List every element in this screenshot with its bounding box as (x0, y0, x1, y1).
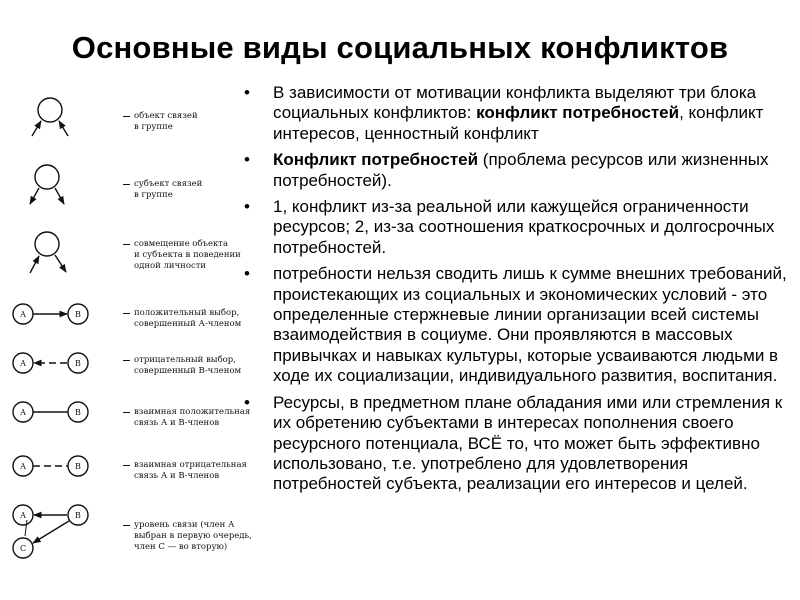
node-a-label: А (19, 408, 27, 417)
symbol-object (32, 98, 68, 136)
bullet-item: • В зависимости от мотивации конфликта выделяют три блока социальных конфликтов: конфликт потребностей, конфликт интересов, ценностный конфликт (244, 83, 764, 143)
legend-item: уровень связи (член А выбран в первую очередь, член С — во вторую) (134, 520, 252, 553)
bullet-item: • 1, конфликт из-за реальной или кажущейся ограниченности ресурсов; 2, из-за соотношения краткосрочных и долгосрочных потребностей. (244, 197, 775, 257)
bullet-list (244, 83, 796, 501)
sociogram-symbols (0, 85, 262, 595)
node-b-label: В (75, 408, 81, 417)
legend-item: совмещение объекта и субъекта в поведении одной личности (134, 239, 241, 272)
bullet-icon: • (244, 264, 250, 284)
bullet-icon: • (244, 150, 250, 170)
legend-item: положительный выбор, совершенный А-членом (134, 308, 241, 330)
bullet-item: • Ресурсы, в предметном плане обладания ими или стремления к их обретению субъектами в интересах пополнения своего ресурсного потенциала, ВСЁ то, что может быть эффективно использовано, т.е. употреблено для удовлетворения потребностей субъекта, реализации его интересов и целей. (244, 392, 783, 494)
bullet-item: • Конфликт потребностей (проблема ресурсов или жизненных потребностей). (244, 150, 769, 190)
node-b-label: В (75, 359, 81, 368)
node-b-label: В (75, 310, 81, 319)
node-c-label: С (19, 544, 27, 553)
symbol-subject (30, 165, 64, 204)
bullet-item: • потребности нельзя сводить лишь к сумме внешних требований, проистекающих из социальных и экономических условий - это определенные стержневые линии организации всей системы взаимодействия в социуме. Они проявляются в массовых привычках и навыках культуры, которые усваиваются людьми в ходе их социализации, индивидуального развития, воспитания. (244, 264, 787, 386)
node-b-label: В (75, 462, 81, 471)
legend-item: объект связей в группе (134, 111, 198, 133)
node-a-label: А (19, 359, 27, 368)
bullet-icon: • (244, 392, 250, 412)
node-a-label: А (19, 511, 27, 520)
legend-item: субъект связей в группе (134, 179, 202, 201)
bullet-icon: • (244, 197, 250, 217)
node-b-label: В (75, 511, 81, 520)
bullet-icon: • (244, 83, 250, 102)
symbol-combined (30, 232, 66, 273)
legend-item: взаимная положительная связь А и В-членов (134, 407, 250, 429)
sociogram-legend (0, 85, 262, 595)
node-a-label: А (19, 310, 27, 319)
node-a-label: А (19, 462, 27, 471)
legend-item: взаимная отрицательная связь А и В-членов (134, 460, 247, 482)
page-title: Основные виды социальных конфликтов (71, 30, 729, 65)
legend-item: отрицательный выбор, совершенный В-членом (134, 355, 241, 377)
